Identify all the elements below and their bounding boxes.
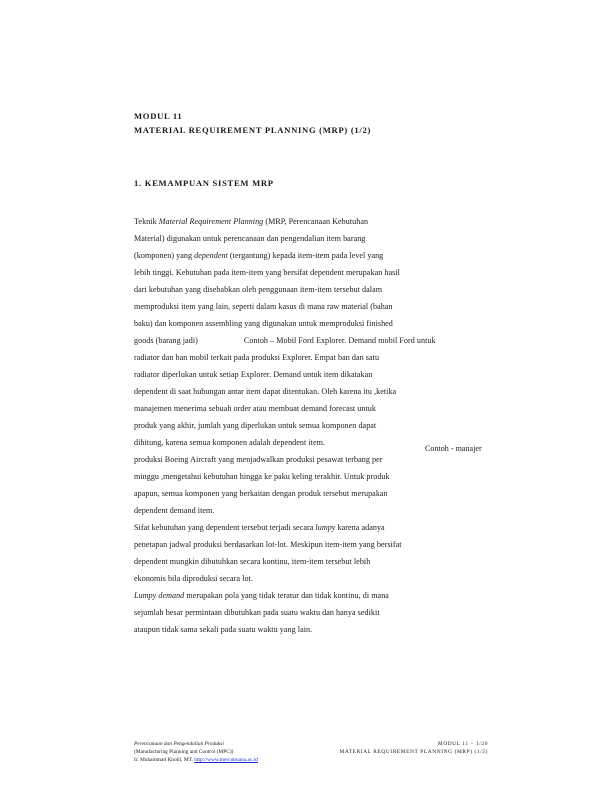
footer-module-title: MATERIAL REQUIREMENT PLANNING (MRP) (1/2) (339, 749, 488, 755)
body-text-segment: Sifat kebutuhan yang dependent tersebut terjadi secara (134, 523, 316, 532)
body-text-segment: (komponen) yang (134, 251, 195, 260)
section-heading: 1. KEMAMPUAN SISTEM MRP (134, 178, 274, 188)
body-text-segment: (tergantung) kepada item-item pada level yang (227, 251, 384, 260)
body-text-segment: ataupun tidak sama sekali pada suatu waktu yang lain. (134, 625, 313, 634)
body-text-segment: sejumlah besar permintaan dibutuhkan pada suatu waktu dan hanya sedikit (134, 608, 380, 617)
body-line (134, 387, 396, 396)
body-text-segment: manajemen menerima sebuah order atau membuat demand forecast untuk (134, 404, 376, 413)
body-text-segment: dependent demand item. (134, 506, 215, 515)
body-text-italic: dependent (194, 251, 228, 260)
body-line (134, 251, 383, 260)
body-text-segment: goods (barang jadi) (134, 336, 198, 345)
body-text-segment: dihitung, karena semua komponen adalah dependent item. (134, 438, 326, 447)
body-line (134, 540, 402, 549)
body-text-segment: memproduksi item yang lain, seperti dalam kasus di mana raw material (bahan (134, 302, 393, 311)
body-text-segment: dari kebutuhan yang disebabkan oleh penggunaan item-item tersebut dalam (134, 285, 383, 294)
body-text-segment: dependent di saat hubungan antar item dapat ditentukan. Oleh karena itu ,ketika (134, 387, 397, 396)
body-line (134, 285, 382, 294)
body-text-segment: dependent mungkin dibutuhkan secara kontinu, item-item tersebut lebih (134, 557, 371, 566)
footer-page-number: MODUL 11 – 1/20 (437, 741, 488, 747)
body-text-segment: radiator diperlukan untuk setiap Explorer. Demand untuk item dikatakan (134, 370, 373, 379)
body-line (134, 268, 400, 277)
right-fragment-text: Contoh - manajer (425, 444, 482, 453)
body-line (134, 574, 253, 583)
body-line (134, 523, 385, 532)
body-line (134, 489, 388, 498)
footer-course-title: Perencanaan dan Pengendalian Produksi (134, 741, 224, 747)
body-line (134, 234, 365, 243)
body-text-italic: Lumpy demand (134, 591, 185, 600)
module-number: MODUL 11 (134, 111, 183, 121)
body-text-italic: Material Requirement Planning (158, 217, 264, 226)
body-line (134, 557, 370, 566)
module-title: MATERIAL REQUIREMENT PLANNING (MRP) (1/2) (134, 125, 372, 135)
body-line (134, 370, 372, 379)
footer-author (134, 757, 258, 763)
body-line (134, 421, 376, 430)
body-text-segment: Material) digunakan untuk perencanaan dan pengendalian item barang (134, 234, 366, 243)
body-text-segment: ekonomis bila diproduksi secara lot. (134, 574, 253, 583)
body-line (134, 591, 389, 600)
body-text-italic: lumpy (315, 523, 336, 532)
body-text-segment: (MRP, Perencanaan Kebutuhan (263, 217, 369, 226)
body-line (134, 438, 325, 447)
body-text-segment: lebih tinggi. Kebutuhan pada item-item yang bersifat dependent merupakan hasil (134, 268, 400, 277)
body-line (134, 506, 214, 515)
body-text-segment: baku) dan komponen assembling yang digunakan untuk memproduksi finished (134, 319, 393, 328)
body-line (134, 319, 393, 328)
body-text-segment: produksi Boeing Aircraft yang menjadwalkan produksi pesawat terbang per (134, 455, 383, 464)
body-line (134, 472, 390, 481)
body-text-segment: minggu ,mengetahui kebutuhan hingga ke paku keling terakhir. Untuk produk (134, 472, 390, 481)
body-line (134, 455, 383, 464)
body-line (134, 336, 436, 345)
body-line (134, 302, 393, 311)
body-text-segment: produk yang akhir, jumlah yang diperlukan untuk semua komponen dapat (134, 421, 377, 430)
body-text-segment: penetapan jadwal produksi berdasarkan lot-lot. Meskipun item-item yang bersifat (134, 540, 402, 549)
body-text-segment: merupakan pola yang tidak teratur dan tidak kontinu, di mana (184, 591, 389, 600)
body-text-segment: karena adanya (335, 523, 385, 532)
body-text-segment: Contoh – Mobil Ford Explorer. Demand mobil Ford untuk (243, 336, 436, 345)
body-text-segment: apapun, semua komponen yang berkaitan dengan produk tersebut merupakan (134, 489, 388, 498)
body-line (134, 217, 368, 226)
footer-course-subtitle: (Manufacturing Planning and Control (MPC)) (134, 749, 234, 755)
body-text-segment: radiator dan ban mobil terkait pada produksi Explorer. Empat ban dan satu (134, 353, 380, 362)
body-line (134, 625, 312, 634)
body-line (134, 353, 379, 362)
body-text-segment: Teknik (134, 217, 159, 226)
footer-author-name: Ir. Muhammad Kholil, MT. (134, 757, 195, 763)
body-line (134, 404, 376, 413)
body-line (134, 608, 380, 617)
footer-website-link[interactable]: http://www.mercubuana.ac.id (194, 757, 258, 763)
